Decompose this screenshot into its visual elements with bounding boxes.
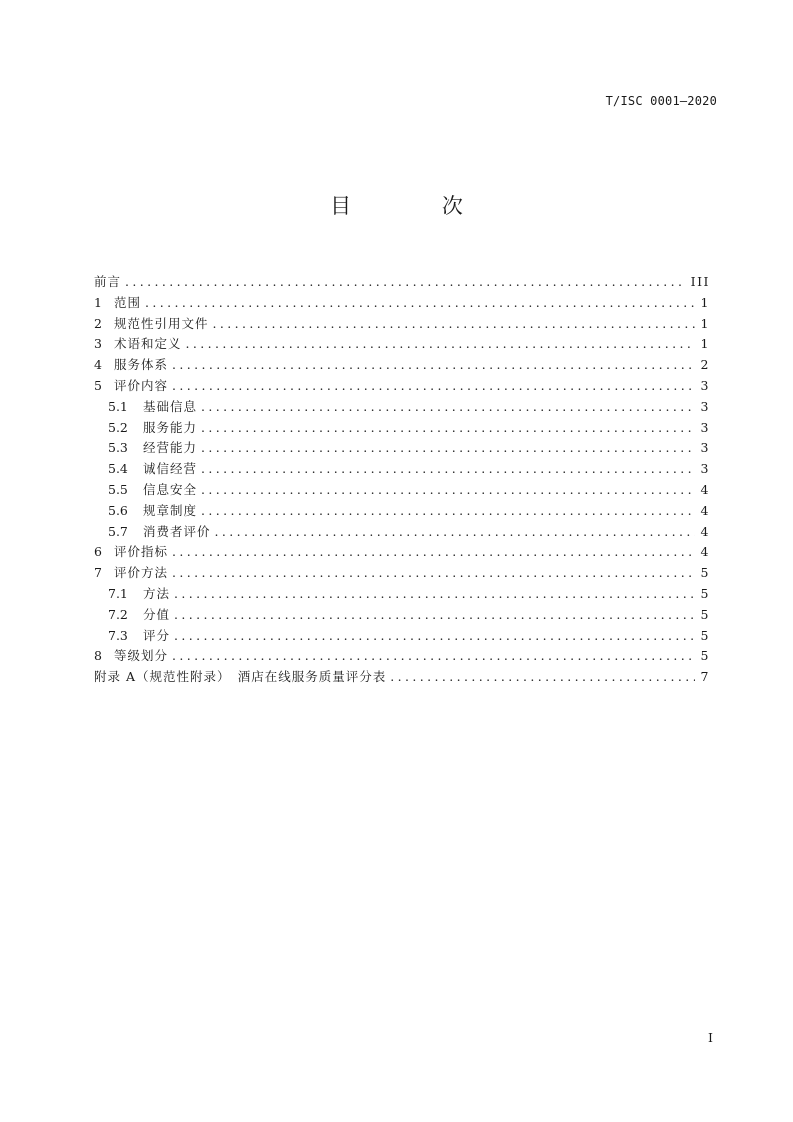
toc-entry[interactable] xyxy=(94,314,710,335)
toc-entry-page: 4 xyxy=(700,523,710,539)
toc-entry-label: 服务体系 xyxy=(114,357,169,373)
toc-entry-page: 1 xyxy=(700,315,710,331)
toc-entry[interactable] xyxy=(94,480,710,501)
toc-entry-number: 4 xyxy=(94,357,102,373)
toc-entry-page: 3 xyxy=(700,440,710,456)
table-of-contents xyxy=(94,272,710,688)
toc-entry[interactable] xyxy=(94,355,710,376)
toc-entry-page: 7 xyxy=(700,669,710,685)
toc-entry[interactable] xyxy=(94,522,710,543)
toc-entry[interactable] xyxy=(94,272,710,293)
toc-entry-label: 规范性引用文件 xyxy=(114,315,209,331)
toc-leader-dots xyxy=(145,293,695,314)
toc-entry[interactable] xyxy=(94,459,710,480)
toc-entry-number: 5.2 xyxy=(108,419,128,435)
toc-entry-number: 5.4 xyxy=(108,461,128,477)
toc-entry-label: 服务能力 xyxy=(143,419,198,435)
toc-entry-number: 7.2 xyxy=(108,606,128,622)
document-code: T/ISC 0001—2020 xyxy=(605,94,717,108)
toc-entry-label: 术语和定义 xyxy=(114,336,182,352)
toc-entry-label: 范围 xyxy=(114,294,142,310)
toc-leader-dots xyxy=(172,355,695,376)
toc-entry[interactable] xyxy=(94,376,710,397)
toc-entry[interactable] xyxy=(94,646,710,667)
toc-leader-dots xyxy=(174,605,695,626)
toc-entry-page: 5 xyxy=(700,585,710,601)
toc-entry-number: 1 xyxy=(94,294,102,310)
toc-entry[interactable] xyxy=(94,626,710,647)
toc-entry-number: 5.6 xyxy=(108,502,128,518)
toc-entry[interactable] xyxy=(94,605,710,626)
toc-entry[interactable] xyxy=(94,501,710,522)
toc-leader-dots xyxy=(172,376,695,397)
toc-entry-number: 7.3 xyxy=(108,627,128,643)
toc-leader-dots xyxy=(201,459,695,480)
toc-entry-page: 3 xyxy=(700,377,710,393)
toc-entry-number: 7.1 xyxy=(108,585,128,601)
toc-entry[interactable] xyxy=(94,542,710,563)
toc-entry-page: 4 xyxy=(700,481,710,497)
toc-entry-page: 5 xyxy=(700,606,710,622)
toc-entry[interactable] xyxy=(94,584,710,605)
toc-entry-page: 5 xyxy=(700,648,710,664)
toc-entry-page: 1 xyxy=(700,294,710,310)
toc-entry-label: 等级划分 xyxy=(114,648,169,664)
toc-leader-dots xyxy=(201,418,695,439)
toc-leader-dots xyxy=(174,584,695,605)
toc-entry-number: 5.5 xyxy=(108,481,128,497)
toc-leader-dots xyxy=(125,272,685,293)
toc-leader-dots xyxy=(201,397,695,418)
toc-entry-label: 评价内容 xyxy=(114,377,169,393)
toc-entry-number: 8 xyxy=(94,648,102,664)
toc-entry-page: 1 xyxy=(700,336,710,352)
page-number: I xyxy=(708,1030,713,1045)
toc-entry-page: III xyxy=(690,274,710,289)
toc-title: 目 次 xyxy=(330,194,505,218)
toc-entry-page: 5 xyxy=(700,627,710,643)
toc-entry[interactable] xyxy=(94,397,710,418)
toc-entry-number: 5 xyxy=(94,377,102,393)
toc-leader-dots xyxy=(172,646,695,667)
toc-leader-dots xyxy=(201,480,695,501)
toc-leader-dots xyxy=(174,626,695,647)
toc-leader-dots xyxy=(172,563,695,584)
toc-entry-label: 信息安全 xyxy=(143,481,198,497)
toc-entry-label: 附录 A（规范性附录） 酒店在线服务质量评分表 xyxy=(94,669,387,685)
toc-entry-label: 分值 xyxy=(143,606,171,622)
toc-entry[interactable] xyxy=(94,667,710,688)
toc-entry-label: 评分 xyxy=(143,627,171,643)
toc-entry-number: 2 xyxy=(94,315,102,331)
toc-entry-number: 5.3 xyxy=(108,440,128,456)
toc-entry[interactable] xyxy=(94,563,710,584)
toc-entry[interactable] xyxy=(94,293,710,314)
toc-entry-label: 诚信经营 xyxy=(143,461,198,477)
toc-entry-number: 7 xyxy=(94,565,102,581)
toc-entry[interactable] xyxy=(94,418,710,439)
toc-entry-page: 4 xyxy=(700,544,710,560)
toc-entry-page: 2 xyxy=(700,357,710,373)
toc-leader-dots xyxy=(390,667,694,688)
toc-entry-label: 方法 xyxy=(143,585,171,601)
toc-entry[interactable] xyxy=(94,438,710,459)
toc-leader-dots xyxy=(186,334,695,355)
toc-entry-label: 消费者评价 xyxy=(143,523,211,539)
toc-entry[interactable] xyxy=(94,334,710,355)
toc-entry-page: 3 xyxy=(700,419,710,435)
toc-entry-page: 4 xyxy=(700,502,710,518)
toc-entry-label: 评价指标 xyxy=(114,544,169,560)
toc-leader-dots xyxy=(172,542,695,563)
toc-entry-page: 3 xyxy=(700,398,710,414)
toc-entry-label: 规章制度 xyxy=(143,502,198,518)
toc-entry-number: 5.7 xyxy=(108,523,128,539)
toc-entry-number: 3 xyxy=(94,336,102,352)
toc-leader-dots xyxy=(201,501,695,522)
toc-entry-number: 5.1 xyxy=(108,398,128,414)
toc-entry-page: 5 xyxy=(700,565,710,581)
toc-leader-dots xyxy=(213,314,695,335)
toc-entry-page: 3 xyxy=(700,461,710,477)
toc-entry-number: 6 xyxy=(94,544,102,560)
toc-entry-label: 前言 xyxy=(94,274,122,289)
toc-entry-label: 经营能力 xyxy=(143,440,198,456)
toc-entry-label: 基础信息 xyxy=(143,398,198,414)
toc-leader-dots xyxy=(215,522,695,543)
toc-leader-dots xyxy=(201,438,695,459)
toc-entry-label: 评价方法 xyxy=(114,565,169,581)
